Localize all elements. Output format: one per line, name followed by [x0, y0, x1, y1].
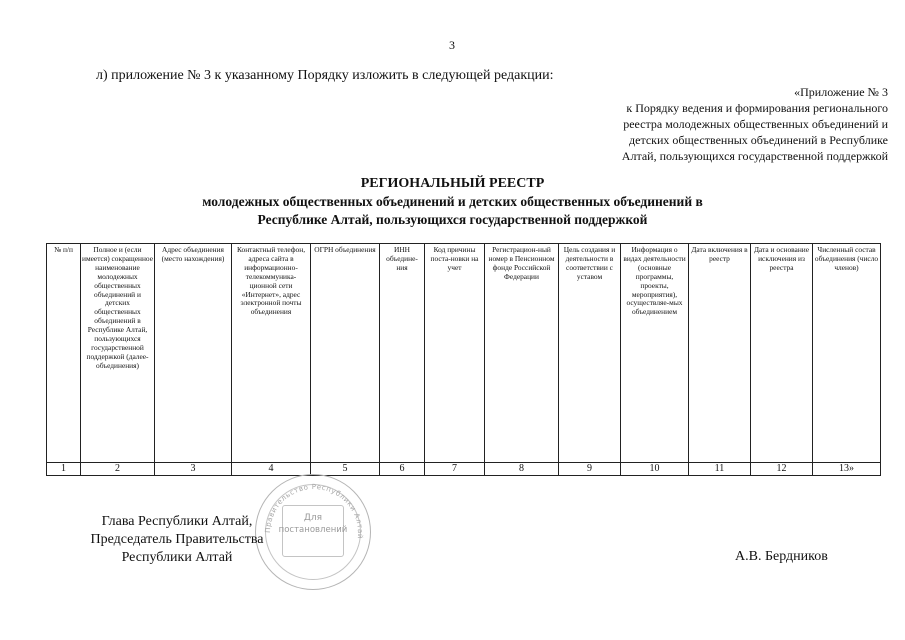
- annex-line: к Порядку ведения и формирования регионального: [626, 101, 888, 115]
- column-number: 4: [232, 463, 311, 476]
- position-line: Глава Республики Алтай,: [101, 514, 253, 529]
- header-cell: ИНН объедине-ния: [380, 244, 425, 463]
- header-cell: Код причины поста-новки на учет: [425, 244, 485, 463]
- header-cell: Полное и (если имеется) сокращенное наименование молодежных общественных объединений и детских общественных объединений в Республике Алтай, пользующихся государственной поддержкой (далее-объединения): [81, 244, 155, 463]
- registry-table: [46, 243, 881, 476]
- annex-line: реестра молодежных общественных объединений и: [623, 117, 888, 131]
- header-cell: № п/п: [47, 244, 81, 463]
- table-header-row: [47, 244, 881, 463]
- column-number: 6: [380, 463, 425, 476]
- title-line: РЕГИОНАЛЬНЫЙ РЕЕСТР: [360, 176, 545, 191]
- svg-text:Правительство Республики Алтай: Правительство Республики Алтай: [263, 482, 365, 540]
- header-cell: Дата и основание исключения из реестра: [751, 244, 813, 463]
- signature-position: [82, 513, 272, 567]
- annex-line: «Приложение № 3: [794, 85, 888, 99]
- position-line: Республики Алтай: [121, 550, 233, 565]
- header-cell: Численный состав объединения (число членов): [813, 244, 881, 463]
- stamp-text: Для: [303, 513, 323, 523]
- official-stamp: [255, 474, 371, 590]
- column-number: 7: [425, 463, 485, 476]
- column-number: 8: [485, 463, 559, 476]
- column-number: 11: [689, 463, 751, 476]
- column-number: 12: [751, 463, 813, 476]
- header-cell: Дата включения в реестр: [689, 244, 751, 463]
- column-number: 5: [311, 463, 380, 476]
- header-cell: Регистрацион-ный номер в Пенсионном фонде Российской Федерации: [485, 244, 559, 463]
- column-number: 13»: [813, 463, 881, 476]
- stamp-text: постановлений: [278, 525, 348, 535]
- document-title: [0, 175, 905, 229]
- column-number: 10: [621, 463, 689, 476]
- column-number-row: [47, 463, 881, 476]
- column-number: 9: [559, 463, 621, 476]
- intro-paragraph: л) приложение № 3 к указанному Порядку изложить в следующей редакции:: [96, 68, 554, 83]
- header-cell: Контактный телефон, адреса сайта в информационно-телекоммуника-ционной сети «Интернет», адрес электронной почты объединения: [232, 244, 311, 463]
- column-number: 2: [81, 463, 155, 476]
- header-cell: Адрес объединения (место нахождения): [155, 244, 232, 463]
- annex-line: Алтай, пользующихся государственной поддержкой: [621, 149, 888, 163]
- title-line: Республике Алтай, пользующихся государственной поддержкой: [257, 212, 648, 227]
- page-number: 3: [449, 38, 455, 52]
- annex-line: детских общественных объединений в Республике: [629, 133, 888, 147]
- position-line: Председатель Правительства: [90, 532, 264, 547]
- signer-name: А.В. Бердников: [735, 549, 828, 564]
- title-line: молодежных общественных объединений и детских общественных объединений в: [202, 194, 703, 209]
- column-number: 1: [47, 463, 81, 476]
- header-cell: Информация о видах деятельности (основные программы, проекты, мероприятия), осуществляе-мых объединением: [621, 244, 689, 463]
- header-cell: Цель создания и деятельности в соответствии с уставом: [559, 244, 621, 463]
- header-cell: ОГРН объединения: [311, 244, 380, 463]
- column-number: 3: [155, 463, 232, 476]
- annex-header: [558, 84, 888, 164]
